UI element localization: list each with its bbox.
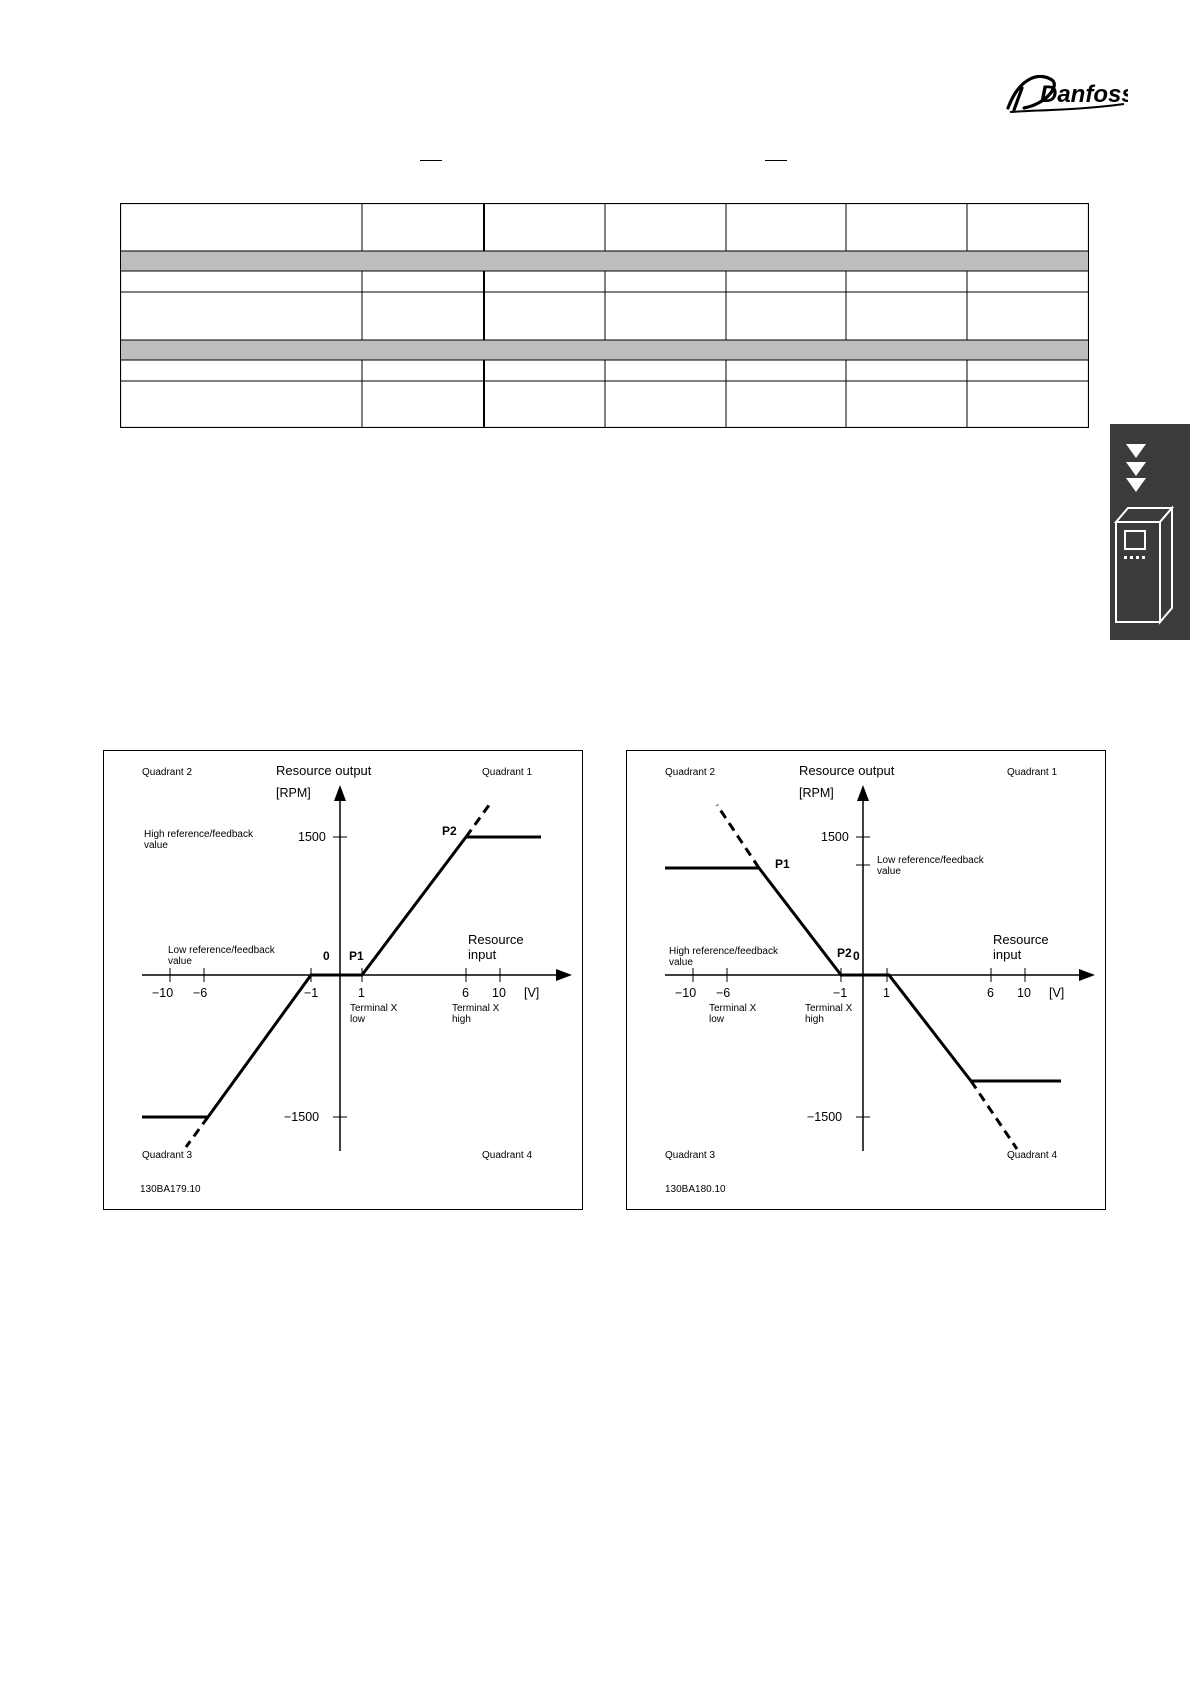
drive-with-arrows-icon: [1110, 424, 1190, 640]
parameter-table-grid: [120, 203, 1089, 428]
y-tick-label: −1500: [807, 1110, 843, 1124]
x-axis-title: input: [993, 947, 1022, 962]
y-axis-title: Resource output: [276, 763, 372, 778]
y-axis-unit: [RPM]: [276, 786, 311, 800]
y-tick-label: 1500: [298, 830, 326, 844]
quadrant-4-label: Quadrant 4: [482, 1150, 533, 1161]
x-tick-label: 10: [1017, 986, 1031, 1000]
danfoss-logo: [1000, 66, 1128, 118]
point-p1-label: P1: [775, 857, 790, 871]
scaling-diagram-inverse: [626, 750, 1106, 1210]
terminal-high-label: high: [452, 1014, 471, 1025]
origin-label: 0: [323, 949, 330, 963]
figure-code: 130BA180.10: [665, 1184, 726, 1195]
high-reference-label: value: [144, 840, 168, 851]
x-tick-label: −6: [716, 986, 731, 1000]
x-axis-title: Resource: [468, 932, 524, 947]
quadrant-2-label: Quadrant 2: [665, 767, 716, 778]
x-tick-label: −6: [193, 986, 208, 1000]
quadrant-1-label: Quadrant 1: [482, 767, 533, 778]
x-axis-title: Resource: [993, 932, 1049, 947]
quadrant-1-label: Quadrant 1: [1007, 767, 1058, 778]
x-tick-label: −1: [304, 986, 319, 1000]
point-p1-label: P1: [349, 949, 364, 963]
x-tick-label: −10: [675, 986, 697, 1000]
x-tick-label: 1: [883, 986, 890, 1000]
terminal-high-label: Terminal X: [805, 1003, 853, 1014]
terminal-high-label: high: [805, 1014, 824, 1025]
low-reference-label: value: [168, 956, 192, 967]
quadrant-4-label: Quadrant 4: [1007, 1150, 1058, 1161]
low-reference-label: Low reference/feedback: [168, 945, 275, 956]
scaling-diagram-positive-svg: [104, 751, 584, 1211]
x-tick-label: 6: [462, 986, 469, 1000]
x-tick-label: −10: [152, 986, 174, 1000]
high-reference-label: High reference/feedback: [144, 829, 253, 840]
logo-wordmark: Danfoss: [1040, 81, 1128, 108]
terminal-low-label: Terminal X: [350, 1003, 398, 1014]
x-tick-label: 6: [987, 986, 994, 1000]
overline-mark: [765, 160, 787, 161]
quadrant-3-label: Quadrant 3: [142, 1150, 193, 1161]
low-reference-label: Low reference/feedback: [877, 855, 984, 866]
y-axis-unit: [RPM]: [799, 786, 834, 800]
x-tick-label: 1: [358, 986, 365, 1000]
quadrant-2-label: Quadrant 2: [142, 767, 193, 778]
chapter-side-tab: [1110, 424, 1190, 640]
origin-label: 0: [853, 949, 860, 963]
point-p2-label: P2: [442, 824, 457, 838]
danfoss-logo-mark: [1000, 66, 1128, 118]
parameter-table: [120, 203, 1089, 428]
quadrant-3-label: Quadrant 3: [665, 1150, 716, 1161]
y-tick-label: −1500: [284, 1110, 320, 1124]
low-reference-label: value: [877, 866, 901, 877]
terminal-low-label: Terminal X: [709, 1003, 757, 1014]
terminal-low-label: low: [709, 1014, 725, 1025]
scaling-diagram-inverse-svg: [627, 751, 1107, 1211]
y-tick-label: 1500: [821, 830, 849, 844]
high-reference-label: value: [669, 957, 693, 968]
x-tick-label: −1: [833, 986, 848, 1000]
figure-code: 130BA179.10: [140, 1184, 201, 1195]
scaling-diagram-positive: [103, 750, 583, 1210]
terminal-low-label: low: [350, 1014, 366, 1025]
x-axis-title: input: [468, 947, 497, 962]
high-reference-label: High reference/feedback: [669, 946, 778, 957]
y-axis-title: Resource output: [799, 763, 895, 778]
point-p2-label: P2: [837, 946, 852, 960]
terminal-high-label: Terminal X: [452, 1003, 500, 1014]
x-axis-unit: [V]: [524, 986, 540, 1000]
x-tick-label: 10: [492, 986, 506, 1000]
x-axis-unit: [V]: [1049, 986, 1065, 1000]
overline-mark: [420, 160, 442, 161]
